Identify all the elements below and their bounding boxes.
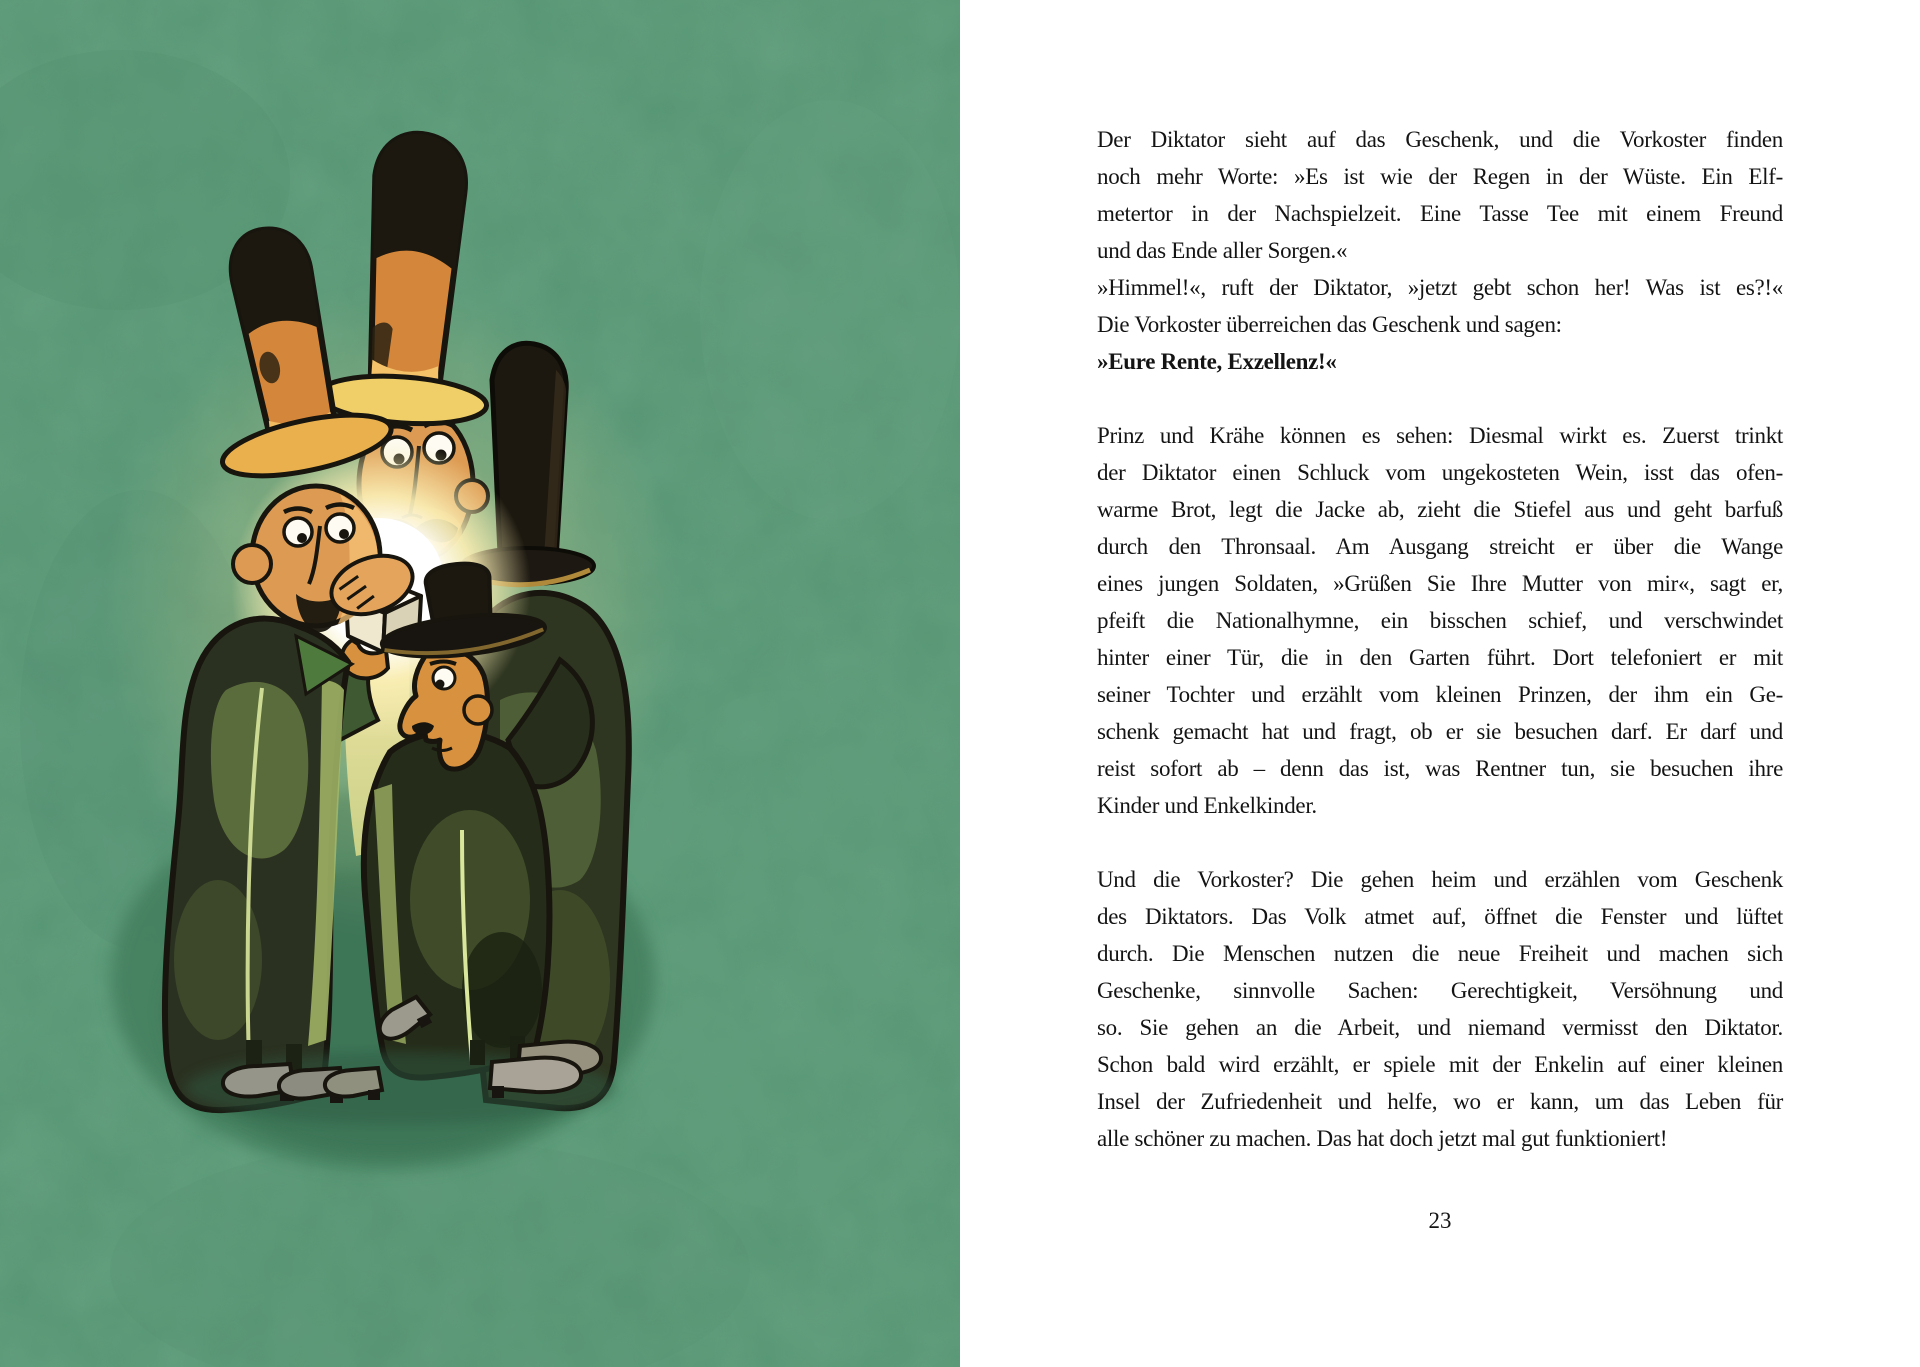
bold-dialogue-line: »Eure Rente, Exzellenz!« [1097,349,1337,374]
taster-front-figure [364,556,550,1078]
text-line: reist sofort ab – denn das ist, was Rentner tun, sie besuchen ihre [1097,756,1783,781]
text-line: Die Vorkoster überreichen das Geschenk und sagen: [1097,312,1562,337]
text-page [960,0,1920,1367]
text-line: hinter einer Tür, die in den Garten führt. Dort telefoniert er mit [1097,645,1783,670]
text-line: noch mehr Worte: »Es ist wie der Regen in der Wüste. Ein Elf- [1097,164,1783,189]
text-line: Der Diktator sieht auf das Geschenk, und die Vorkoster finden [1097,127,1783,152]
text-line: metertor in der Nachspielzeit. Eine Tasse Tee mit einem Freund [1097,201,1783,226]
text-line: warme Brot, legt die Jacke ab, zieht die Stiefel aus und geht barfuß [1097,497,1783,522]
text-line: durch den Thronsaal. Am Ausgang streicht er über die Wange [1097,534,1783,559]
text-line: und das Ende aller Sorgen.« [1097,238,1348,263]
text-line: Insel der Zufriedenheit und helfe, wo er kann, um das Leben für [1097,1089,1783,1114]
text-line: seiner Tochter und erzählt vom kleinen Prinzen, der ihm ein Ge- [1097,682,1783,707]
text-line: alle schöner zu machen. Das hat doch jetzt mal gut funktioniert! [1097,1126,1668,1151]
text-line: durch. Die Menschen nutzen die neue Freiheit und machen sich [1097,941,1783,966]
paragraph-3 [1097,861,1783,1157]
text-line: Prinz und Krähe können es sehen: Diesmal wirkt es. Zuerst trinkt [1097,423,1783,448]
text-line: schenk gemacht hat und fragt, ob er sie besuchen darf. Er darf und [1097,719,1783,744]
text-line: pfeift die Nationalhymne, ein bisschen schief, und verschwindet [1097,608,1783,633]
paragraph-2 [1097,417,1783,824]
text-line: so. Sie gehen an die Arbeit, und niemand vermisst den Diktator. [1097,1015,1783,1040]
text-line: Kinder und Enkelkinder. [1097,793,1317,818]
text-line: Schon bald wird erzählt, er spiele mit der Enkelin auf einer kleinen [1097,1052,1783,1077]
paragraph-1 [1097,121,1783,380]
text-line: eines jungen Soldaten, »Grüßen Sie Ihre Mutter von mir«, sagt er, [1097,571,1783,596]
text-line: der Diktator einen Schluck vom ungekosteten Wein, isst das ofen- [1097,460,1783,485]
text-line: Geschenke, sinnvolle Sachen: Gerechtigkeit, Versöhnung und [1097,978,1783,1003]
text-line: Und die Vorkoster? Die gehen heim und erzählen vom Geschenk [1097,867,1783,892]
page-number: 23 [1428,1208,1452,1233]
text-line: »Himmel!«, ruft der Diktator, »jetzt gebt schon her! Was ist es?!« [1097,275,1783,300]
story-text [1097,121,1783,1157]
text-line: des Diktators. Das Volk atmet auf, öffnet die Fenster und lüftet [1097,904,1783,929]
